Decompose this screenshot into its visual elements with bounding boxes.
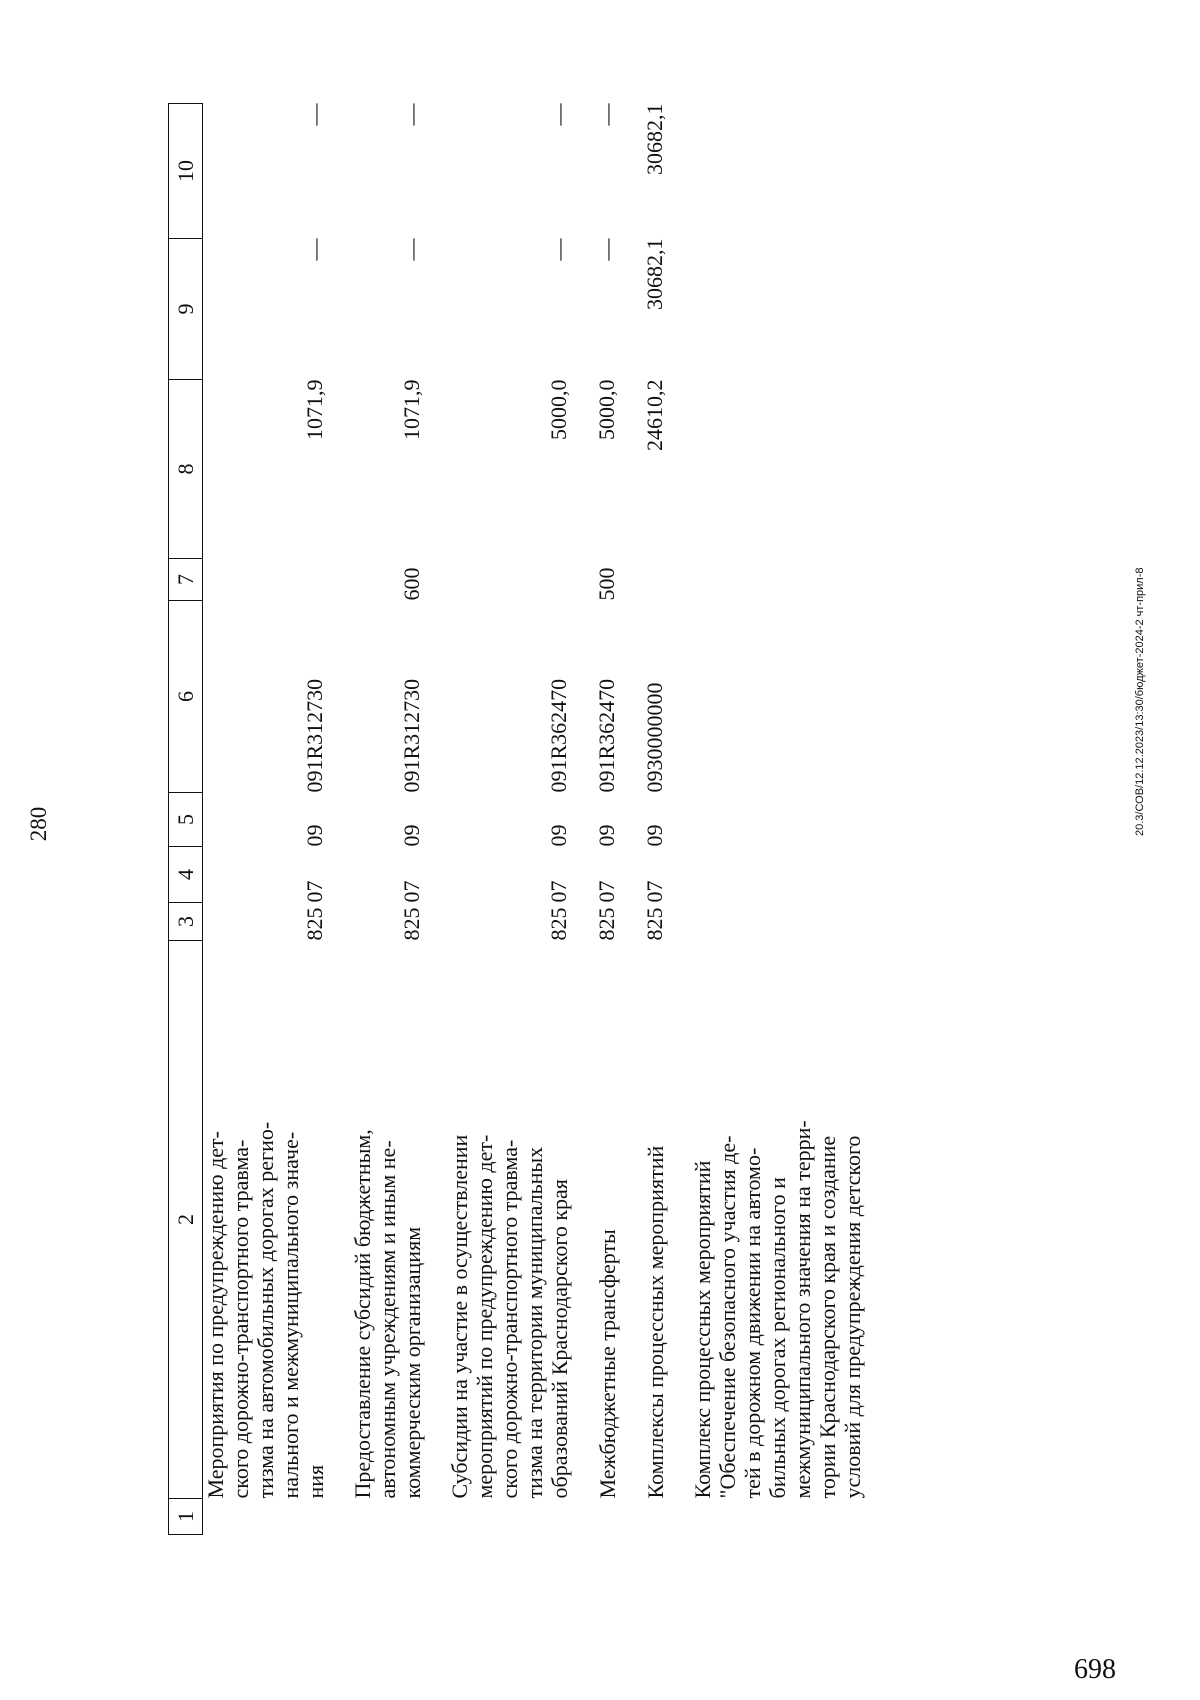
cell-c6: [350, 601, 425, 793]
cell-c10: [690, 104, 865, 239]
row-name-line: бильных дорогах регионального и: [765, 1177, 790, 1499]
budget-table: [168, 103, 865, 1535]
table-row: [642, 104, 668, 1535]
cell-c5: [447, 793, 572, 847]
row-name-line: тории Краснодарского края и создание: [815, 1135, 840, 1499]
row-spacer-cell: [620, 104, 642, 1535]
row-name: [203, 941, 329, 1499]
cell-value: 07: [642, 880, 667, 903]
cell-value: 30682,1: [642, 238, 667, 310]
cell-value: 825: [594, 907, 619, 941]
row-spacer: [328, 104, 350, 1535]
column-header: 9: [169, 239, 203, 380]
cell-c5: [690, 793, 865, 847]
row-spacer-cell: [668, 104, 690, 1535]
cell-value: 825: [302, 907, 327, 941]
cell-value: 500: [594, 567, 619, 601]
cell-c9: [642, 239, 668, 380]
cell-value: 091R312730: [302, 678, 327, 793]
row-name-line: Межбюджетные трансферты: [595, 1229, 620, 1499]
cell-value: 07: [594, 880, 619, 903]
cell-c7: [690, 559, 865, 601]
cell-c10: [594, 104, 620, 239]
dash-value: —: [302, 103, 327, 126]
column-header: 4: [169, 847, 203, 903]
cell-c4: [350, 847, 425, 903]
cell-c8: [447, 380, 572, 559]
dash-value: —: [594, 238, 619, 261]
cell-c9: [690, 239, 865, 380]
cell-c3: [203, 903, 329, 941]
table-header-row: [169, 104, 203, 1535]
cell-value: 091R362470: [546, 678, 571, 793]
column-header: 10: [169, 104, 203, 239]
cell-c10: [642, 104, 668, 239]
cell-c7: [594, 559, 620, 601]
cell-c4: [690, 847, 865, 903]
row-number-cell: [203, 1499, 329, 1535]
row-name-line: Комплекс процессных мероприятий: [690, 1160, 715, 1499]
cell-value: 09: [546, 824, 571, 847]
cell-c4: [594, 847, 620, 903]
row-name-line: образований Краснодарского края: [547, 1179, 572, 1499]
table-row: [447, 104, 572, 1535]
cell-value: 07: [302, 880, 327, 903]
cell-c5: [350, 793, 425, 847]
cell-value: 825: [546, 907, 571, 941]
cell-c6: [447, 601, 572, 793]
document-page-number: 280: [26, 806, 51, 842]
column-header: 6: [169, 601, 203, 793]
cell-c8: [350, 380, 425, 559]
cell-value: 09: [594, 824, 619, 847]
row-name-line: Комплексы процессных мероприятий: [643, 1145, 668, 1499]
cell-value: 24610,2: [642, 379, 667, 451]
row-name-line: ния: [303, 1464, 328, 1499]
dash-value: —: [302, 238, 327, 261]
table-row: [594, 104, 620, 1535]
cell-value: 5000,0: [546, 379, 571, 440]
cell-c9: [203, 239, 329, 380]
row-name-line: автономным учреждениям и иным не-: [375, 1140, 400, 1499]
column-header: 3: [169, 903, 203, 941]
row-name-line: "Обеспечение безопасного участия де-: [715, 1135, 740, 1499]
row-number-cell: [594, 1499, 620, 1535]
cell-value: 1071,9: [399, 379, 424, 440]
cell-c6: [690, 601, 865, 793]
cell-value: 091R362470: [594, 678, 619, 793]
table-body: [203, 104, 866, 1535]
cell-c5: [594, 793, 620, 847]
column-header: 7: [169, 559, 203, 601]
dash-value: —: [399, 103, 424, 126]
cell-c5: [642, 793, 668, 847]
cell-value: 30682,1: [642, 103, 667, 175]
rotated-page: [0, 100, 1146, 1700]
row-spacer: [668, 104, 690, 1535]
cell-value: 5000,0: [594, 379, 619, 440]
cell-value: 1071,9: [302, 379, 327, 440]
cell-value: 091R312730: [399, 678, 424, 793]
table-row: [203, 104, 329, 1535]
row-name-line: ского дорожно-транспортного травма-: [228, 1139, 253, 1499]
cell-c10: [203, 104, 329, 239]
cell-c3: [690, 903, 865, 941]
row-name-line: коммерческим организациям: [400, 1226, 425, 1499]
row-number-cell: [690, 1499, 865, 1535]
row-spacer: [425, 104, 447, 1535]
dash-value: —: [594, 103, 619, 126]
column-header: 8: [169, 380, 203, 559]
cell-value: 600: [399, 567, 424, 601]
table-row: [350, 104, 425, 1535]
column-header: 5: [169, 793, 203, 847]
row-name-line: Субсидии на участие в осуществлении: [447, 1134, 472, 1499]
row-spacer: [620, 104, 642, 1535]
cell-c7: [642, 559, 668, 601]
cell-c9: [594, 239, 620, 380]
row-spacer-cell: [572, 104, 594, 1535]
cell-value: 0930000000: [642, 682, 667, 793]
dash-value: —: [546, 238, 571, 261]
cell-c3: [350, 903, 425, 941]
column-header: 2: [169, 941, 203, 1499]
row-name-line: мероприятий по предупреждению дет-: [472, 1134, 497, 1499]
cell-value: 07: [399, 880, 424, 903]
cell-c10: [350, 104, 425, 239]
cell-c8: [642, 380, 668, 559]
row-number-cell: [447, 1499, 572, 1535]
cell-c7: [447, 559, 572, 601]
footer-code: 20.3/СОВ/12.12.2023/13:30/бюджет-2024-2 чт-прил-8: [1134, 567, 1146, 836]
row-name-line: Предоставление субсидий бюджетным,: [350, 1129, 375, 1499]
dash-value: —: [399, 238, 424, 261]
cell-value: 09: [302, 824, 327, 847]
cell-c3: [594, 903, 620, 941]
row-name: [642, 941, 668, 1499]
row-name: [594, 941, 620, 1499]
table-row: [690, 104, 865, 1535]
cell-c4: [203, 847, 329, 903]
cell-value: 09: [399, 824, 424, 847]
cell-value: 09: [642, 824, 667, 847]
cell-c10: [447, 104, 572, 239]
row-name-line: тей в дорожном движении на автомо-: [740, 1147, 765, 1499]
cell-c9: [447, 239, 572, 380]
row-number-cell: [642, 1499, 668, 1535]
cell-c6: [642, 601, 668, 793]
cell-c4: [642, 847, 668, 903]
cell-c8: [690, 380, 865, 559]
row-spacer-cell: [425, 104, 447, 1535]
row-spacer-cell: [328, 104, 350, 1535]
cell-c3: [447, 903, 572, 941]
cell-c6: [203, 601, 329, 793]
column-header: 1: [169, 1499, 203, 1535]
cell-c8: [594, 380, 620, 559]
cell-value: 825: [399, 907, 424, 941]
row-name: [350, 941, 425, 1499]
row-name-line: нального и межмуниципального значе-: [278, 1131, 303, 1499]
cell-c9: [350, 239, 425, 380]
sheet-number: 698: [1074, 1654, 1116, 1685]
row-number-cell: [350, 1499, 425, 1535]
cell-c6: [594, 601, 620, 793]
row-name-line: тизма на автомобильных дорогах регио-: [253, 1121, 278, 1499]
row-name-line: ского дорожно-транспортного травма-: [497, 1139, 522, 1499]
cell-c7: [350, 559, 425, 601]
cell-c7: [203, 559, 329, 601]
cell-value: 825: [642, 907, 667, 941]
cell-value: 07: [546, 880, 571, 903]
cell-c5: [203, 793, 329, 847]
row-name-line: тизма на территории муниципальных: [522, 1146, 547, 1499]
dash-value: —: [546, 103, 571, 126]
row-name: [690, 941, 865, 1499]
cell-c8: [203, 380, 329, 559]
row-spacer: [572, 104, 594, 1535]
row-name-line: условий для предупреждения детского: [840, 1135, 865, 1499]
row-name: [447, 941, 572, 1499]
cell-c4: [447, 847, 572, 903]
cell-c3: [642, 903, 668, 941]
row-name-line: межмуниципального значения на терри-: [790, 1120, 815, 1499]
row-name-line: Мероприятия по предупреждению дет-: [203, 1130, 228, 1499]
